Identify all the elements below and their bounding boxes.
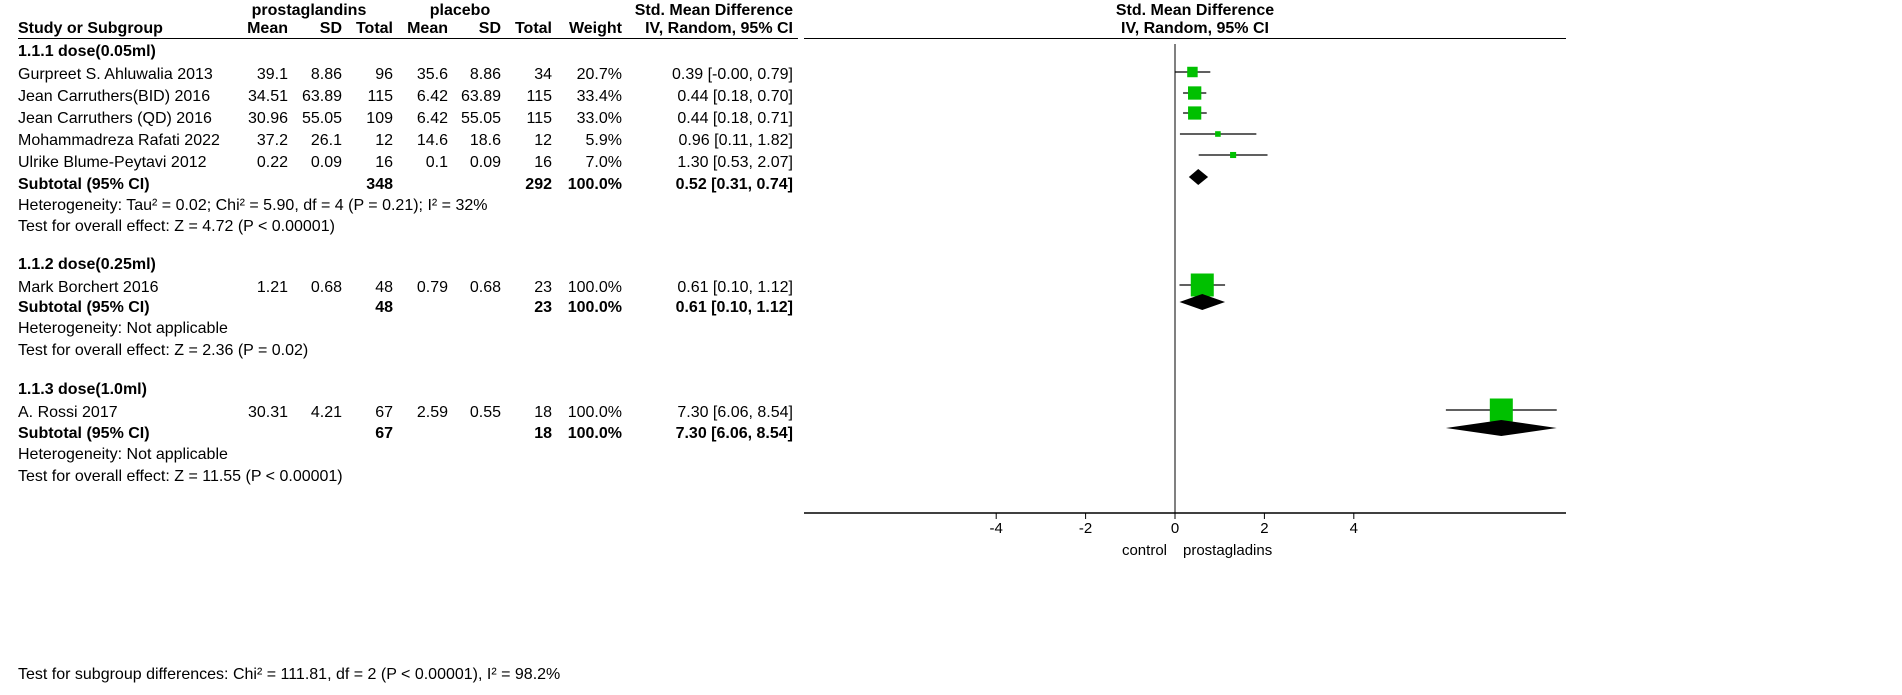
subtotal-total-1: 348 — [366, 176, 393, 193]
weight: 7.0% — [585, 154, 622, 171]
effect-ci: 1.30 [0.53, 2.07] — [677, 154, 793, 171]
mean-1: 37.2 — [256, 132, 288, 149]
subtotal-total-1: 67 — [375, 425, 393, 442]
plot-marks — [1175, 67, 1557, 436]
sd-1: 63.89 — [301, 88, 342, 105]
total-1: 48 — [375, 279, 393, 296]
subtotal-weight: 100.0% — [567, 425, 622, 442]
mean-1: 0.22 — [256, 154, 288, 171]
subgroup-differences-text: Test for subgroup differences: Chi² = 111.81, df = 2 (P < 0.00001), I² = 98.2% — [18, 666, 561, 683]
total-1: 109 — [366, 110, 393, 127]
sd-header-2: SD — [478, 20, 501, 37]
subtotal-ci: 0.61 [0.10, 1.12] — [675, 299, 793, 316]
overall-effect-text: Test for overall effect: Z = 2.36 (P = 0.02) — [18, 342, 309, 359]
group2-header: placebo — [429, 2, 491, 19]
x-tick-label: 4 — [1349, 520, 1358, 537]
total-header-2: Total — [514, 20, 552, 37]
weight: 100.0% — [567, 279, 622, 296]
x-tick-label: -2 — [1078, 520, 1093, 537]
sd-1: 8.86 — [310, 66, 342, 83]
heterogeneity-text: Heterogeneity: Not applicable — [18, 320, 228, 337]
subtotal-diamond — [1446, 420, 1557, 436]
mean-2: 2.59 — [416, 404, 448, 421]
favours-right-label: prostagladins — [1183, 542, 1273, 559]
total-2: 115 — [526, 110, 552, 127]
study-name: A. Rossi 2017 — [18, 404, 118, 421]
sd-1: 4.21 — [310, 404, 342, 421]
mean-2: 6.42 — [416, 88, 448, 105]
sd-2: 18.6 — [469, 132, 501, 149]
effect-ci: 0.44 [0.18, 0.71] — [677, 110, 793, 127]
subgroup-title: 1.1.2 dose(0.25ml) — [18, 256, 156, 273]
sd-2: 0.55 — [469, 404, 501, 421]
sd-header-1: SD — [319, 20, 342, 37]
total-2: 34 — [534, 66, 552, 83]
subtotal-diamond — [1189, 169, 1208, 185]
subtotal-weight: 100.0% — [567, 176, 622, 193]
study-name: Ulrike Blume-Peytavi 2012 — [18, 154, 207, 171]
study-marker — [1215, 131, 1221, 137]
study-marker — [1188, 106, 1201, 119]
study-marker — [1191, 274, 1214, 297]
subtotal-total-2: 292 — [525, 176, 552, 193]
effect-ci: 7.30 [6.06, 8.54] — [677, 404, 793, 421]
total-1: 16 — [375, 154, 393, 171]
total-2: 18 — [534, 404, 552, 421]
subtotal-ci: 0.52 [0.31, 0.74] — [675, 176, 793, 193]
study-name: Jean Carruthers (QD) 2016 — [18, 110, 212, 127]
total-2: 115 — [526, 88, 552, 105]
sd-2: 0.68 — [469, 279, 501, 296]
subtotal-label: Subtotal (95% CI) — [18, 299, 150, 316]
x-axis-ticks — [990, 513, 1358, 537]
subtotal-diamond — [1179, 294, 1225, 310]
mean-1: 39.1 — [256, 66, 288, 83]
heterogeneity-text: Heterogeneity: Not applicable — [18, 446, 228, 463]
sd-1: 0.09 — [310, 154, 342, 171]
study-marker — [1187, 67, 1197, 77]
total-2: 16 — [534, 154, 552, 171]
sd-2: 63.89 — [460, 88, 501, 105]
x-tick-label: 0 — [1170, 520, 1180, 537]
study-marker — [1490, 399, 1513, 422]
mean-2: 0.1 — [425, 154, 448, 171]
study-marker — [1188, 86, 1201, 99]
sd-2: 0.09 — [469, 154, 501, 171]
mean-1: 1.21 — [256, 279, 288, 296]
total-1: 115 — [367, 88, 393, 105]
plot-method: IV, Random, 95% CI — [1121, 20, 1269, 37]
study-column-header: Study or Subgroup — [18, 20, 163, 37]
total-1: 67 — [375, 404, 393, 421]
study-name: Gurpreet S. Ahluwalia 2013 — [18, 66, 213, 83]
total-header-1: Total — [355, 20, 393, 37]
subtotal-ci: 7.30 [6.06, 8.54] — [675, 425, 793, 442]
plot-title: Std. Mean Difference — [1115, 2, 1275, 19]
effect-ci: 0.39 [-0.00, 0.79] — [672, 66, 793, 83]
heterogeneity-text: Heterogeneity: Tau² = 0.02; Chi² = 5.90, df = 4 (P = 0.21); I² = 32% — [18, 197, 488, 214]
effect-column-header: Std. Mean Difference — [634, 2, 793, 19]
effect-ci: 0.96 [0.11, 1.82] — [678, 132, 793, 149]
subtotal-total-2: 18 — [534, 425, 552, 442]
weight: 100.0% — [567, 404, 622, 421]
mean-2: 6.42 — [416, 110, 448, 127]
sd-2: 55.05 — [460, 110, 501, 127]
subgroup-title: 1.1.1 dose(0.05ml) — [18, 43, 156, 60]
weight: 20.7% — [576, 66, 622, 83]
mean-1: 30.31 — [247, 404, 288, 421]
total-2: 23 — [534, 279, 552, 296]
mean-2: 14.6 — [416, 132, 448, 149]
sd-1: 26.1 — [310, 132, 342, 149]
mean-2: 0.79 — [416, 279, 448, 296]
mean-header-2: Mean — [407, 20, 448, 37]
x-tick-label: 2 — [1260, 520, 1269, 537]
weight: 33.0% — [576, 110, 622, 127]
mean-1: 30.96 — [247, 110, 288, 127]
subtotal-total-2: 23 — [534, 299, 552, 316]
overall-effect-text: Test for overall effect: Z = 4.72 (P < 0.00001) — [18, 218, 335, 235]
mean-1: 34.51 — [247, 88, 288, 105]
x-tick-label: -4 — [989, 520, 1003, 537]
weight-header: Weight — [568, 20, 622, 37]
sd-1: 0.68 — [310, 279, 342, 296]
subtotal-label: Subtotal (95% CI) — [18, 425, 150, 442]
sd-1: 55.05 — [301, 110, 342, 127]
mean-header-1: Mean — [247, 20, 288, 37]
study-name: Jean Carruthers(BID) 2016 — [18, 88, 211, 105]
subgroup-title: 1.1.3 dose(1.0ml) — [18, 381, 147, 398]
favours-left-label: control — [1121, 542, 1167, 559]
study-name: Mohammadreza Rafati 2022 — [18, 132, 220, 149]
subtotal-label: Subtotal (95% CI) — [18, 176, 150, 193]
group1-header: prostaglandins — [251, 2, 367, 19]
overall-effect-text: Test for overall effect: Z = 11.55 (P < 0.00001) — [18, 468, 343, 485]
mean-2: 35.6 — [416, 66, 448, 83]
study-marker — [1230, 152, 1236, 158]
weight: 33.4% — [576, 88, 622, 105]
total-1: 12 — [375, 132, 393, 149]
method-column-header: IV, Random, 95% CI — [645, 20, 793, 37]
total-2: 12 — [534, 132, 552, 149]
total-1: 96 — [375, 66, 393, 83]
effect-ci: 0.44 [0.18, 0.70] — [677, 88, 793, 105]
subtotal-weight: 100.0% — [567, 299, 622, 316]
study-name: Mark Borchert 2016 — [18, 279, 159, 296]
sd-2: 8.86 — [469, 66, 501, 83]
effect-ci: 0.61 [0.10, 1.12] — [677, 279, 793, 296]
subtotal-total-1: 48 — [375, 299, 393, 316]
weight: 5.9% — [585, 132, 622, 149]
